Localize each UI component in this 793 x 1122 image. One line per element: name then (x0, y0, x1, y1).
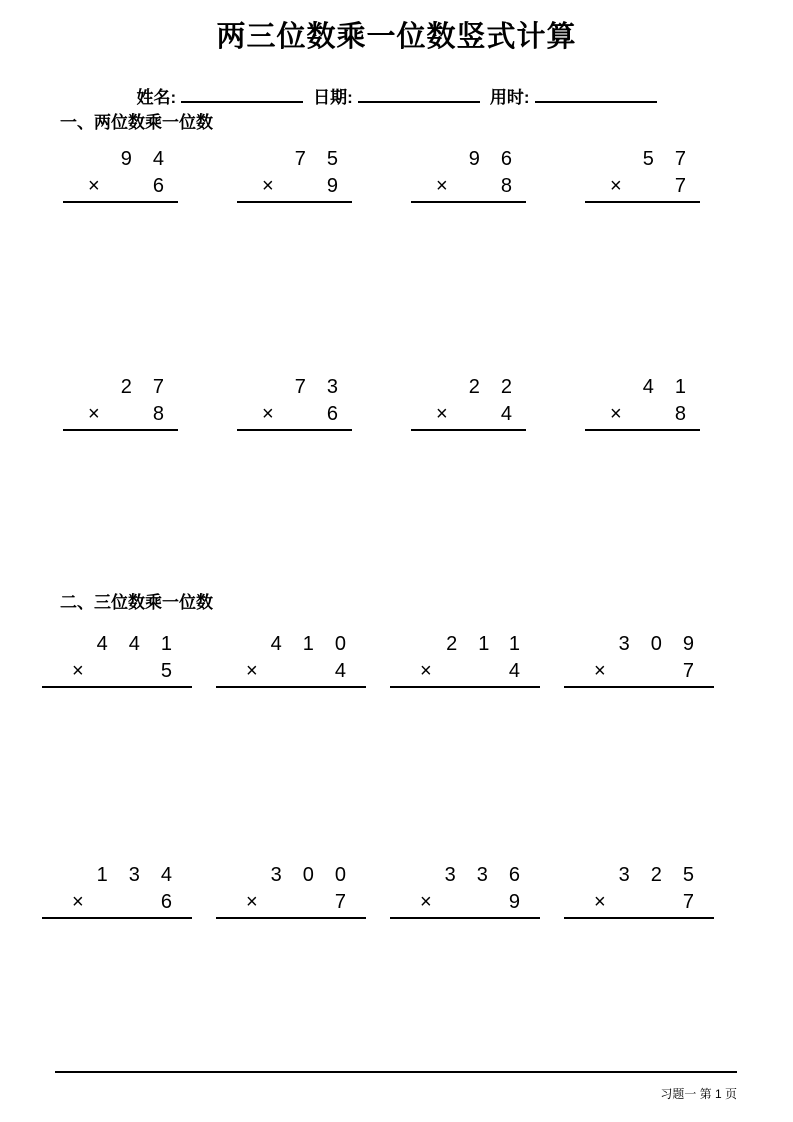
multiplier: 9 (508, 891, 520, 913)
operator-line (585, 401, 700, 429)
multiply-sign: × (246, 891, 258, 913)
multiply-sign: × (88, 403, 100, 425)
footer-page-label: 习题一 第 1 页 (660, 1087, 737, 1101)
problem-cell (40, 862, 214, 919)
multiplicand: 41 (642, 376, 707, 398)
multiplicand: 73 (294, 376, 359, 398)
problem-row-2 (0, 374, 793, 431)
multiplicand: 211 (446, 633, 541, 655)
operator-line (390, 658, 540, 686)
multiplication-problem (237, 374, 359, 431)
multiply-sign: × (262, 175, 274, 197)
problem-cell (388, 862, 562, 919)
multiplication-problem (237, 146, 359, 203)
operator-line (42, 658, 192, 686)
multiply-sign: × (594, 891, 606, 913)
operator-line (564, 658, 714, 686)
problem-cell (388, 146, 562, 203)
multiplication-problem (63, 146, 185, 203)
operator-line (237, 401, 352, 429)
operator-line (63, 401, 178, 429)
multiplication-problem (585, 146, 707, 203)
multiplier: 7 (682, 660, 694, 682)
multiplication-problem (42, 631, 192, 688)
multiplier: 7 (682, 891, 694, 913)
operator-line (216, 889, 366, 917)
workspace (0, 688, 793, 862)
multiply-sign: × (594, 660, 606, 682)
multiply-sign: × (72, 891, 84, 913)
multiply-sign: × (436, 175, 448, 197)
problem-cell (562, 631, 736, 688)
multiplication-problem (390, 862, 540, 919)
operator-line (411, 401, 526, 429)
operator-line (585, 173, 700, 201)
multiplier: 4 (508, 660, 520, 682)
multiply-sign: × (72, 660, 84, 682)
multiplication-problem (411, 146, 533, 203)
name-label: 姓名: (136, 88, 177, 107)
problem-cell (40, 146, 214, 203)
multiplicand: 27 (120, 376, 185, 398)
multiplication-problem (216, 862, 366, 919)
multiplier: 4 (334, 660, 346, 682)
operator-line (216, 658, 366, 686)
multiply-sign: × (88, 175, 100, 197)
multiplicand: 96 (468, 148, 533, 170)
operator-line (237, 173, 352, 201)
section-1-heading: 一、两位数乘一位数 (60, 113, 213, 132)
multiplier: 8 (152, 403, 164, 425)
multiply-sign: × (610, 175, 622, 197)
multiplier: 6 (326, 403, 338, 425)
multiply-sign: × (420, 891, 432, 913)
problem-cell (40, 631, 214, 688)
multiplication-problem (564, 862, 714, 919)
multiplicand: 300 (270, 864, 367, 886)
multiplier: 8 (500, 175, 512, 197)
problem-cell (562, 374, 736, 431)
multiplicand: 134 (96, 864, 193, 886)
multiplier: 5 (160, 660, 172, 682)
problem-cell (214, 146, 388, 203)
multiplication-problem (411, 374, 533, 431)
multiplicand: 22 (468, 376, 533, 398)
operator-line (42, 889, 192, 917)
problem-cell (214, 374, 388, 431)
footer-divider (55, 1071, 737, 1073)
multiplicand: 57 (642, 148, 707, 170)
multiplicand: 325 (618, 864, 715, 886)
multiplicand: 336 (444, 864, 541, 886)
multiplier: 7 (334, 891, 346, 913)
problem-row-3 (0, 631, 793, 688)
multiplication-problem (585, 374, 707, 431)
problem-row-1 (0, 146, 793, 203)
header-fields (0, 83, 793, 107)
problem-cell (214, 862, 388, 919)
problem-cell (214, 631, 388, 688)
multiplicand: 309 (618, 633, 715, 655)
multiplicand: 441 (96, 633, 193, 655)
multiplier: 6 (160, 891, 172, 913)
multiplication-problem (216, 631, 366, 688)
date-blank (358, 83, 480, 103)
multiply-sign: × (262, 403, 274, 425)
multiplication-problem (63, 374, 185, 431)
multiply-sign: × (246, 660, 258, 682)
multiplier: 8 (674, 403, 686, 425)
operator-line (564, 889, 714, 917)
multiplier: 7 (674, 175, 686, 197)
time-blank (535, 83, 657, 103)
multiplicand: 94 (120, 148, 185, 170)
multiplier: 4 (500, 403, 512, 425)
problem-row-4 (0, 862, 793, 919)
multiply-sign: × (436, 403, 448, 425)
problem-cell (388, 374, 562, 431)
page-title: 两三位数乘一位数竖式计算 (216, 21, 577, 53)
multiplication-problem (42, 862, 192, 919)
section-2-heading: 二、三位数乘一位数 (60, 593, 213, 612)
multiply-sign: × (420, 660, 432, 682)
multiplication-problem (564, 631, 714, 688)
multiplication-problem (390, 631, 540, 688)
multiplier: 6 (152, 175, 164, 197)
multiplicand: 75 (294, 148, 359, 170)
problem-cell (562, 146, 736, 203)
multiplicand: 410 (270, 633, 367, 655)
time-label: 用时: (489, 88, 530, 107)
workspace (0, 203, 793, 374)
multiply-sign: × (610, 403, 622, 425)
multiplier: 9 (326, 175, 338, 197)
date-label: 日期: (313, 88, 353, 107)
operator-line (63, 173, 178, 201)
name-blank (181, 83, 303, 103)
problem-cell (562, 862, 736, 919)
problem-cell (40, 374, 214, 431)
problem-cell (388, 631, 562, 688)
operator-line (390, 889, 540, 917)
operator-line (411, 173, 526, 201)
